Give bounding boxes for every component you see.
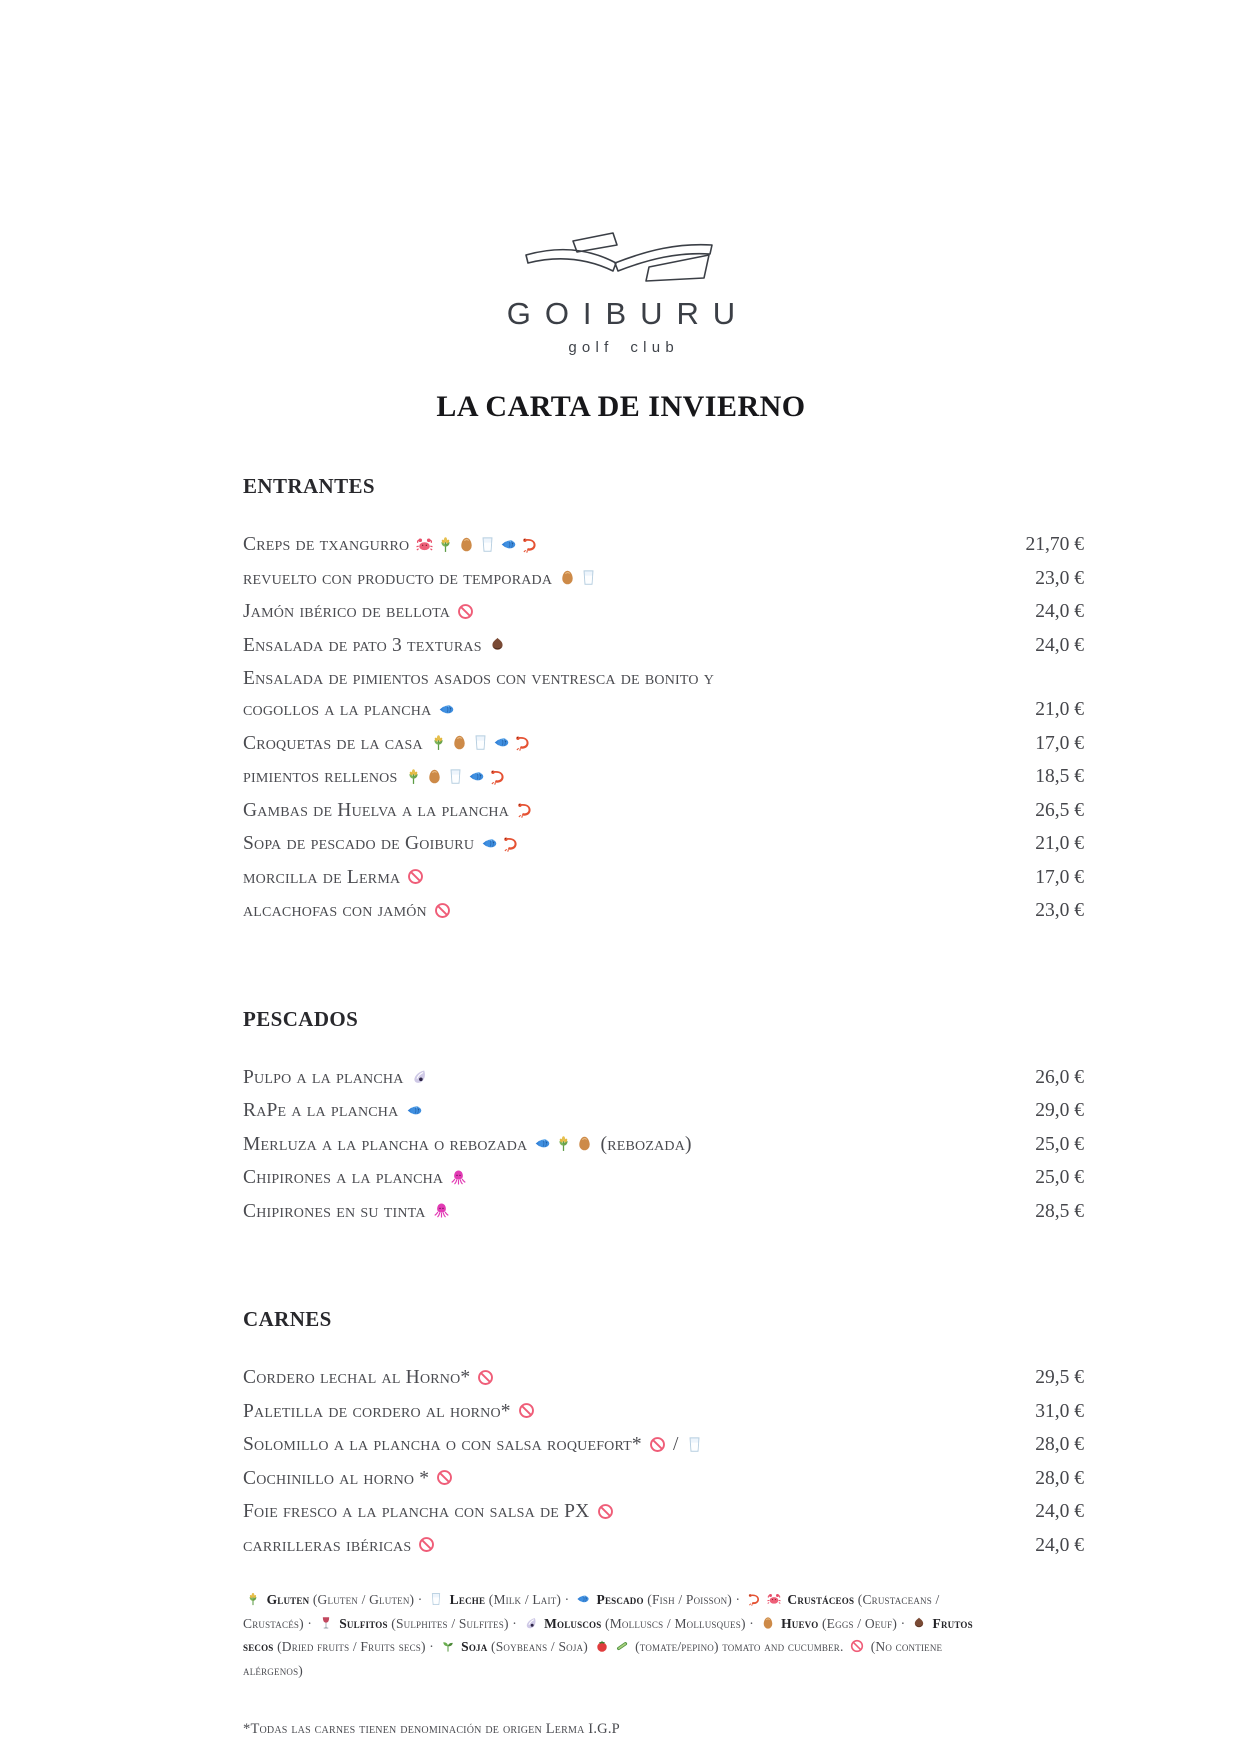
menu-item-label [243, 1162, 469, 1196]
menu-item-label [243, 563, 599, 597]
goiburu-logo-icon [516, 228, 726, 290]
menu-item-row [243, 1362, 1084, 1396]
text-segment: (Molluscs / Mollusques) · [605, 1615, 758, 1631]
menu-item-price: 24,0 € [1035, 1501, 1084, 1522]
fish-icon [500, 532, 517, 563]
fish-icon [481, 831, 498, 862]
text-segment: Croquetas de la casa [243, 732, 428, 754]
squid-icon [433, 1198, 450, 1229]
menu-item-row [243, 529, 1084, 563]
menu-item-row [243, 663, 1084, 694]
text-segment: Gambas de Huelva a la plancha [243, 799, 515, 821]
menu-item-price: 17,0 € [1035, 732, 1084, 754]
shrimp-icon [521, 532, 538, 563]
logo-wordmark: GOIBURU [506, 296, 750, 331]
menu-item-label [243, 1362, 496, 1396]
text-segment: Foie fresco a la plancha con salsa de PX [243, 1501, 595, 1522]
text-segment: (Dried fruits / Fruits secs) · [277, 1639, 438, 1654]
text-segment: Soja [457, 1639, 492, 1654]
no-allergen-icon [477, 1365, 494, 1396]
menu-item-label [243, 1396, 537, 1430]
menu-item-price: 23,0 € [1035, 567, 1084, 589]
milk-icon [479, 532, 496, 563]
menu-item-label [243, 862, 426, 896]
menu-item-label [243, 828, 521, 862]
text-segment: (Soybeans / Soja) [491, 1639, 592, 1654]
text-segment: (Fish / Poisson) · [647, 1592, 744, 1607]
no-allergen-icon [436, 1465, 453, 1496]
oyster-icon [411, 1064, 428, 1095]
menu-item-row [243, 728, 1084, 762]
section-heading: ENTRANTES [243, 474, 375, 498]
text-segment: Leche [446, 1592, 489, 1607]
allergen-legend [243, 1589, 993, 1681]
menu-item-price: 24,0 € [1035, 601, 1084, 622]
menu-item-label [243, 1196, 452, 1230]
crab-icon [767, 1591, 781, 1613]
wheat-icon [246, 1591, 260, 1613]
text-segment: Paletilla de cordero al horno* [243, 1400, 516, 1422]
text-segment: Chipirones a la plancha [243, 1167, 449, 1188]
menu-item-row [243, 563, 1084, 597]
text-segment: Gluten [263, 1592, 313, 1607]
text-segment: morcilla de Lerma [243, 866, 406, 888]
menu-sections [243, 474, 1084, 1563]
milk-icon [472, 730, 489, 761]
menu-item-row [243, 1496, 1084, 1530]
footnote: *Todas las carnes tienen denominación de origen Lerma I.G.P [243, 1721, 620, 1737]
egg-icon [451, 730, 468, 761]
menu-item-price: 25,0 € [1035, 1133, 1084, 1155]
menu-item-row [243, 1162, 1084, 1196]
tomato-icon [595, 1638, 609, 1660]
text-segment: Solomillo a la plancha o con salsa roquefort* [243, 1434, 647, 1455]
text-segment: Chipirones en su tinta [243, 1200, 431, 1222]
no-allergen-icon [597, 1499, 614, 1530]
menu-item-price: 29,5 € [1035, 1367, 1084, 1388]
fish-icon [468, 764, 485, 795]
text-segment: (rebozada) [595, 1133, 692, 1155]
text-segment: alcachofas con jamón [243, 900, 432, 921]
chestnut-icon [489, 632, 506, 663]
menu-item-label [243, 1062, 430, 1096]
no-allergen-icon [518, 1398, 535, 1429]
menu-item-row [243, 828, 1084, 862]
text-segment: Sulfitos [335, 1615, 392, 1631]
wheat-icon [437, 532, 454, 563]
egg-icon [458, 532, 475, 563]
wheat-icon [555, 1131, 572, 1162]
text-segment: Sopa de pescado de Goiburu [243, 833, 480, 854]
logo-subtitle: golf club [568, 339, 679, 356]
text-segment: (No contiene alérgenos) [243, 1639, 943, 1678]
text-segment: (tomate/pepino) tomato and cucumber. [631, 1639, 848, 1654]
shrimp-icon [514, 730, 531, 761]
menu-item-label [243, 663, 714, 694]
seedling-icon [441, 1638, 455, 1660]
menu-item-label [243, 895, 453, 929]
text-segment: Creps de txangurro [243, 534, 415, 555]
menu-item-price: 26,0 € [1035, 1066, 1084, 1088]
menu-item-row [243, 1396, 1084, 1430]
text-segment: Crustáceos [783, 1592, 858, 1607]
menu-item-row [243, 895, 1084, 929]
fish-icon [576, 1591, 590, 1613]
menu-section [243, 1007, 1084, 1230]
egg-icon [576, 1131, 593, 1162]
milk-icon [686, 1432, 703, 1463]
menu-item-label [243, 694, 457, 728]
text-segment: Ensalada de pato 3 texturas [243, 634, 487, 656]
egg-icon [559, 565, 576, 596]
no-allergen-icon [649, 1432, 666, 1463]
logo-block [0, 0, 1242, 356]
menu-item-price: 21,0 € [1035, 699, 1084, 720]
menu-item-price: 21,0 € [1035, 833, 1084, 854]
page-title: LA CARTA DE INVIERNO [436, 390, 806, 423]
no-allergen-icon [457, 599, 474, 630]
milk-icon [447, 764, 464, 795]
text-segment: / [667, 1434, 684, 1455]
text-segment: carrilleras ibéricas [243, 1534, 417, 1556]
menu-item-label [243, 1429, 705, 1463]
no-allergen-icon [407, 864, 424, 895]
shrimp-icon [489, 764, 506, 795]
fish-icon [493, 730, 510, 761]
text-segment: revuelto con producto de temporada [243, 567, 558, 589]
text-segment: (Sulphites / Sulfites) · [391, 1615, 521, 1631]
text-segment: Pescado [592, 1592, 648, 1607]
section-heading: PESCADOS [243, 1006, 359, 1031]
menu-item-row [243, 1129, 1084, 1163]
menu-item-row [243, 862, 1084, 896]
milk-icon [429, 1591, 443, 1613]
text-segment: (Crustaceans / Crustacés) · [243, 1592, 940, 1631]
shrimp-icon [747, 1591, 761, 1613]
menu-item-label [243, 761, 508, 795]
menu-item-row [243, 1095, 1084, 1129]
menu-item-row [243, 1196, 1084, 1230]
menu-item-label [243, 1095, 425, 1129]
menu-content [0, 474, 1242, 1738]
menu-item-row [243, 1429, 1084, 1463]
menu-item-price: 18,5 € [1035, 766, 1084, 787]
menu-item-row [243, 795, 1084, 829]
menu-item-label [243, 795, 535, 829]
fish-icon [406, 1098, 423, 1129]
egg-icon [426, 764, 443, 795]
text-segment: (Gluten / Gluten) · [312, 1592, 427, 1607]
menu-item-price: 31,0 € [1035, 1400, 1084, 1422]
text-segment: Cochinillo al horno * [243, 1467, 435, 1489]
text-segment: (Milk / Lait) · [488, 1592, 573, 1607]
no-allergen-icon [434, 898, 451, 929]
menu-item-row [243, 1530, 1084, 1564]
menu-section [243, 474, 1084, 929]
menu-item-price: 28,5 € [1035, 1200, 1084, 1222]
menu-item-price: 28,0 € [1035, 1467, 1084, 1489]
shrimp-icon [502, 831, 519, 862]
wine-icon [319, 1615, 333, 1637]
menu-item-price: 24,0 € [1035, 1534, 1084, 1556]
wheat-icon [405, 764, 422, 795]
menu-item-price: 23,0 € [1035, 900, 1084, 921]
text-segment: Jamón ibérico de bellota [243, 601, 456, 622]
menu-item-label [243, 728, 533, 762]
text-segment: Frutos secos [243, 1615, 973, 1654]
menu-item-row [243, 1062, 1084, 1096]
milk-icon [580, 565, 597, 596]
menu-item-price: 25,0 € [1035, 1167, 1084, 1188]
menu-item-price: 21,70 € [1025, 534, 1084, 555]
menu-item-row [243, 1463, 1084, 1497]
oyster-icon [524, 1615, 538, 1637]
text-segment: Merluza a la plancha o rebozada [243, 1133, 533, 1155]
menu-item-row [243, 761, 1084, 795]
egg-icon [761, 1615, 775, 1637]
fish-icon [534, 1131, 551, 1162]
chestnut-icon [912, 1615, 926, 1637]
text-segment: (Eggs / Oeuf) · [821, 1615, 909, 1631]
wheat-icon [430, 730, 447, 761]
menu-item-row [243, 694, 1084, 728]
text-segment: pimientos rellenos [243, 766, 403, 787]
text-segment: Huevo [777, 1615, 822, 1631]
text-segment: Ensalada de pimientos asados con ventresca de bonito y [243, 668, 715, 689]
menu-item-price: 17,0 € [1035, 866, 1084, 888]
menu-item-price: 24,0 € [1035, 634, 1084, 656]
menu-item-label [243, 596, 476, 630]
menu-item-row [243, 596, 1084, 630]
menu-item-label [243, 1463, 455, 1497]
menu-item-label [243, 1496, 616, 1530]
crab-icon [416, 532, 433, 563]
text-segment: Moluscos [540, 1615, 606, 1631]
text-segment: RaPe a la plancha [243, 1100, 404, 1121]
shrimp-icon [516, 797, 533, 828]
section-heading: CARNES [243, 1307, 332, 1331]
menu-item-price: 28,0 € [1035, 1434, 1084, 1455]
menu-item-label [243, 1530, 437, 1564]
no-allergen-icon [418, 1532, 435, 1563]
text-segment: Cordero lechal al Horno* [243, 1367, 476, 1388]
menu-item-price: 26,5 € [1035, 799, 1084, 821]
menu-item-price: 29,0 € [1035, 1100, 1084, 1121]
cucumber-icon [615, 1638, 629, 1660]
menu-item-label [243, 630, 508, 664]
squid-icon [450, 1165, 467, 1196]
no-allergen-icon [850, 1638, 864, 1660]
menu-item-label [243, 529, 540, 563]
menu-item-row [243, 630, 1084, 664]
menu-section [243, 1307, 1084, 1563]
text-segment: Pulpo a la plancha [243, 1066, 409, 1088]
menu-item-label [243, 1129, 692, 1163]
fish-icon [438, 697, 455, 728]
text-segment: cogollos a la plancha [243, 699, 437, 720]
